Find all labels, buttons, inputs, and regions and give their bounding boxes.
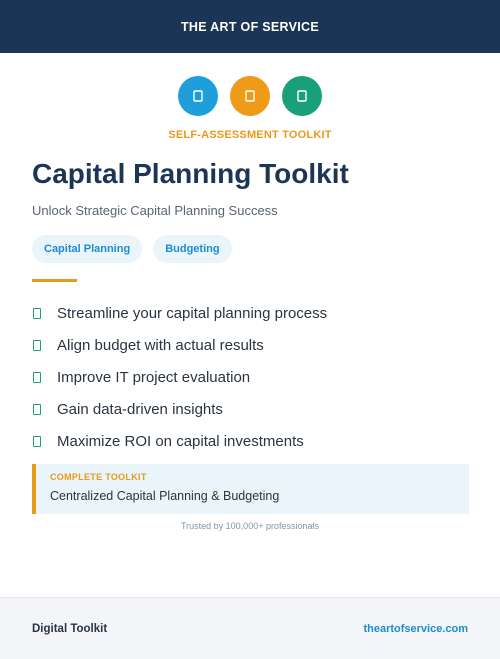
- callout-text: Centralized Capital Planning & Budgeting: [50, 489, 280, 503]
- tag-list: [32, 235, 232, 263]
- check-icon: [33, 340, 41, 351]
- eyebrow-label: SELF-ASSESSMENT TOOLKIT: [168, 129, 332, 141]
- trust-note: Trusted by 100,000+ professionals: [180, 521, 319, 531]
- callout-label: COMPLETE TOOLKIT: [50, 472, 147, 482]
- feature-text: Streamline your capital planning process: [57, 304, 328, 322]
- check-icon: [33, 436, 41, 447]
- tag-capital-planning: Capital Planning: [32, 235, 142, 263]
- page-title: Capital Planning Toolkit: [32, 158, 349, 189]
- blue-badge-icon: [178, 76, 218, 116]
- brand-name: THE ART OF SERVICE: [180, 19, 320, 34]
- feature-list: [32, 297, 327, 457]
- footer-bar: [0, 597, 500, 659]
- feature-item: [32, 425, 327, 457]
- tag-budgeting: Budgeting: [153, 235, 231, 263]
- green-badge-icon: [282, 76, 322, 116]
- feature-text: Improve IT project evaluation: [57, 368, 251, 386]
- check-icon: [33, 404, 41, 415]
- feature-text: Gain data-driven insights: [57, 400, 223, 418]
- feature-item: [32, 393, 327, 425]
- orange-badge-icon: [230, 76, 270, 116]
- feature-item: [32, 329, 327, 361]
- icon-row: [0, 76, 500, 116]
- check-icon: [33, 372, 41, 383]
- website-link[interactable]: theartofservice.com: [363, 622, 468, 635]
- feature-item: [32, 297, 327, 329]
- page-subtitle: Unlock Strategic Capital Planning Success: [32, 203, 278, 218]
- check-icon: [33, 308, 41, 319]
- feature-text: Maximize ROI on capital investments: [57, 432, 304, 450]
- feature-item: [32, 361, 327, 393]
- header-bar: [0, 0, 500, 53]
- toolkit-callout: [32, 464, 469, 514]
- footer-label: Digital Toolkit: [32, 622, 108, 635]
- feature-text: Align budget with actual results: [57, 336, 264, 354]
- accent-divider: [32, 279, 77, 282]
